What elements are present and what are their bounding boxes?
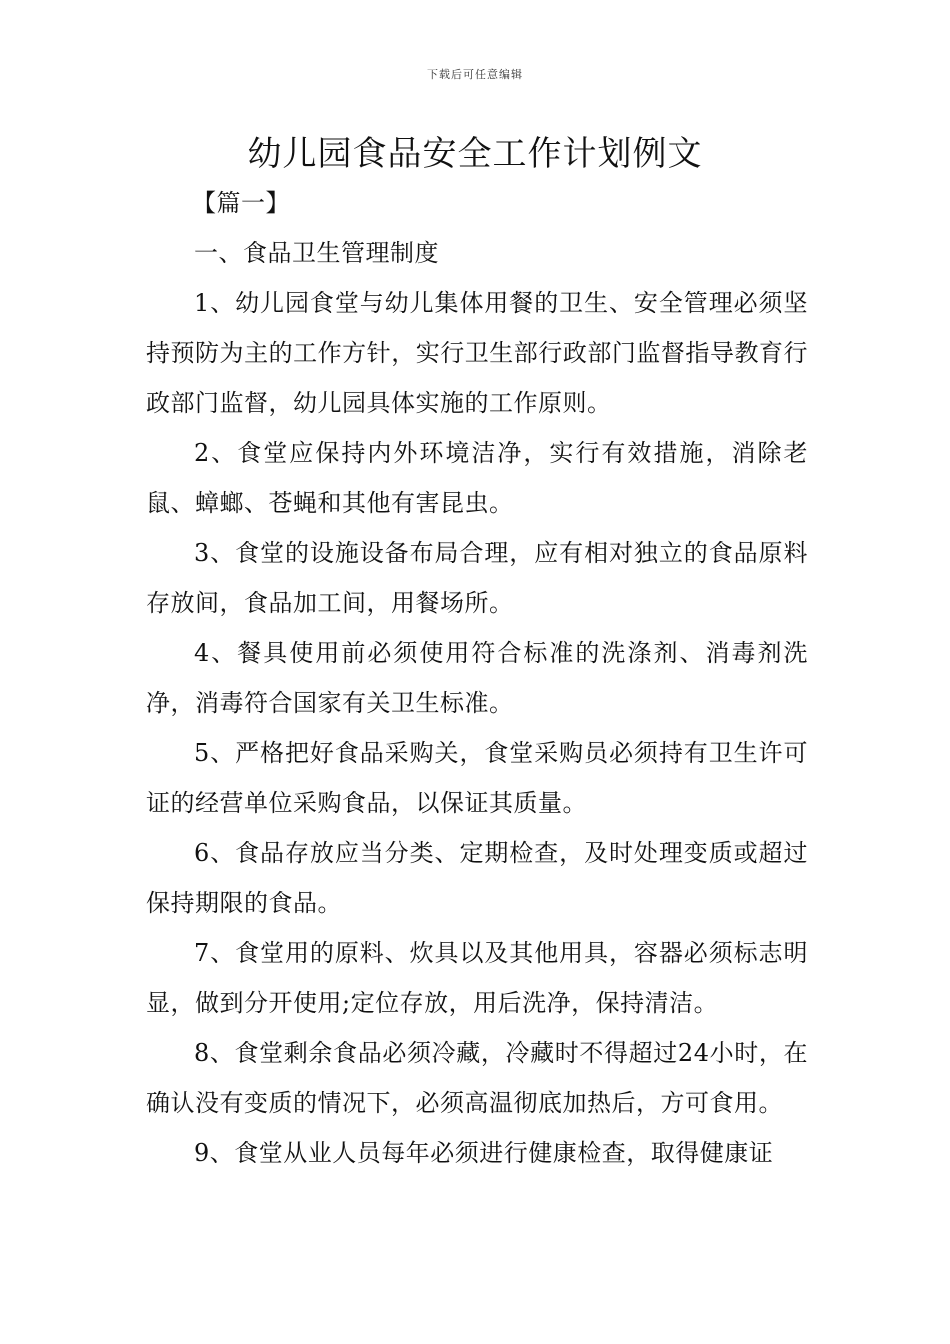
paragraph-7: 7、食堂用的原料、炊具以及其他用具，容器必须标志明显，做到分开使用;定位存放，用后洗净，保持清洁。 <box>146 939 808 1017</box>
paragraph-5: 5、严格把好食品采购关，食堂采购员必须持有卫生许可证的经营单位采购食品，以保证其质量。 <box>146 739 808 817</box>
page-title: 幼儿园食品安全工作计划例文 <box>247 134 703 174</box>
document-body <box>146 178 808 1178</box>
paragraph-6: 6、食品存放应当分类、定期检查，及时处理变质或超过保持期限的食品。 <box>146 839 808 917</box>
paragraph-1: 1、幼儿园食堂与幼儿集体用餐的卫生、安全管理必须坚持预防为主的工作方针，实行卫生部行政部门监督指导教育行政部门监督，幼儿园具体实施的工作原则。 <box>146 289 808 417</box>
paragraph-2: 2、食堂应保持内外环境洁净，实行有效措施，消除老鼠、蟑螂、苍蝇和其他有害昆虫。 <box>146 439 808 517</box>
paragraph-4: 4、餐具使用前必须使用符合标准的洗涤剂、消毒剂洗净，消毒符合国家有关卫生标准。 <box>146 639 808 717</box>
header-note: 下载后可任意编辑 <box>427 68 523 81</box>
paragraph-3: 3、食堂的设施设备布局合理，应有相对独立的食品原料存放间，食品加工间，用餐场所。 <box>146 539 808 617</box>
paragraph-8: 8、食堂剩余食品必须冷藏，冷藏时不得超过24小时，在确认没有变质的情况下，必须高温彻底加热后，方可食用。 <box>146 1039 808 1117</box>
paragraph-9: 9、食堂从业人员每年必须进行健康检查，取得健康证 <box>194 1139 774 1167</box>
chapter-label: 【篇一】 <box>192 189 290 217</box>
section-heading: 一、食品卫生管理制度 <box>194 239 439 267</box>
